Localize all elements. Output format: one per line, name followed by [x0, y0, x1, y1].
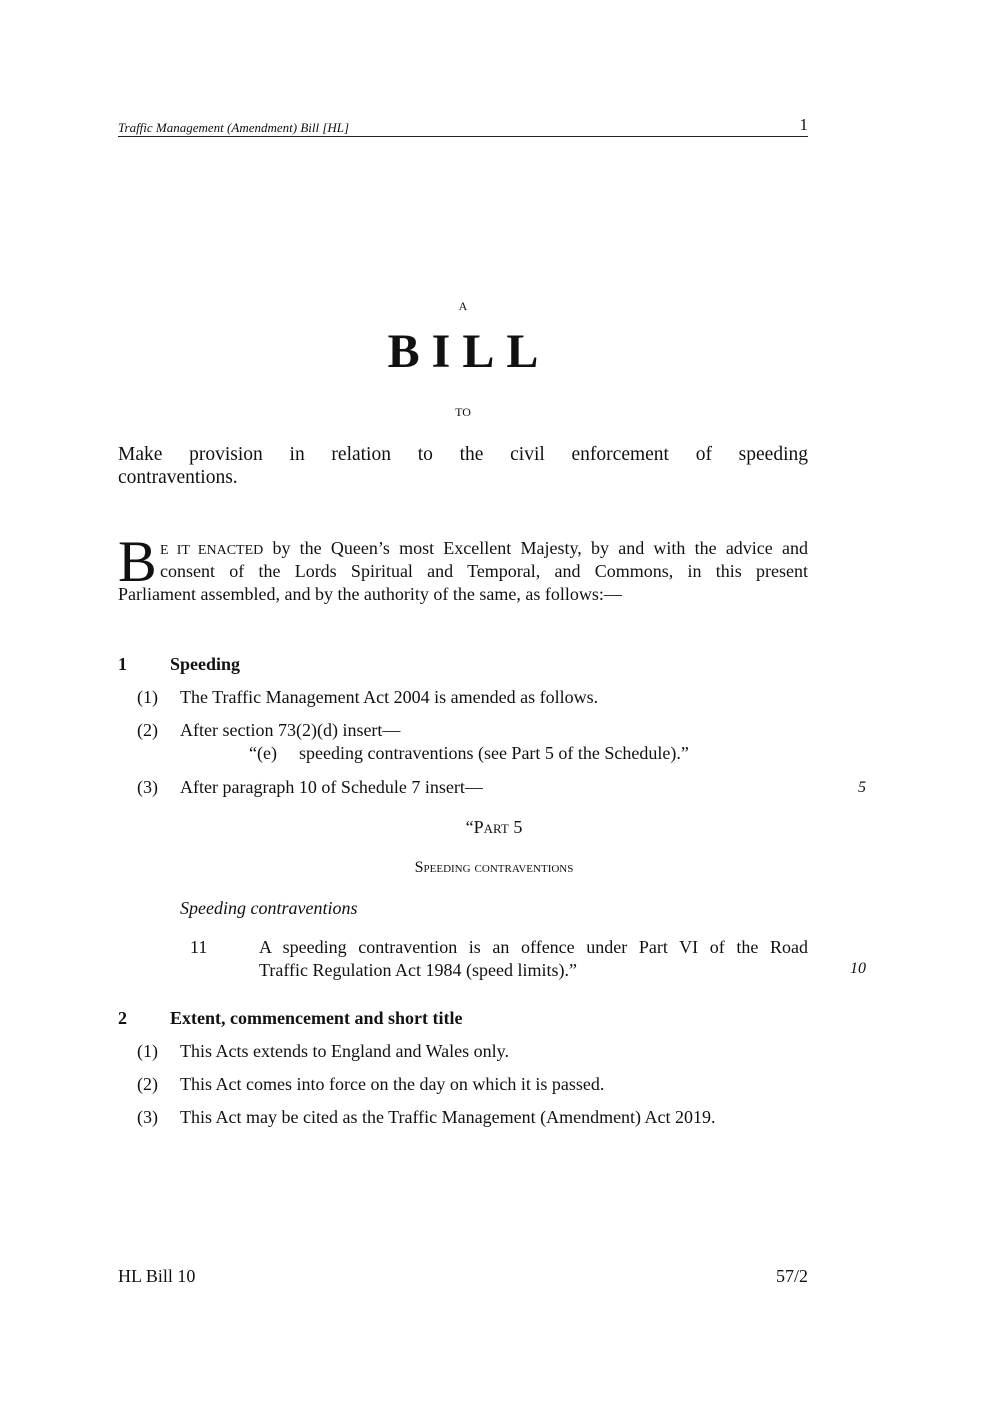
schedule-part-title: Speeding contraventions	[414, 859, 574, 876]
subsection-number: (1)	[137, 687, 158, 707]
inserted-para-e-text: speeding contraventions (see Part 5 of the Schedule).”	[299, 743, 689, 763]
page-number: 1	[799, 115, 808, 134]
subsection-text: This Act may be cited as the Traffic Management (Amendment) Act 2019.	[180, 1107, 716, 1127]
enacting-line-2: consent of the Lords Spiritual and Temporal, and Commons, in this present	[160, 561, 808, 581]
subsection-number: (3)	[137, 1107, 158, 1127]
footer-bill-number: HL Bill 10	[118, 1266, 196, 1286]
bill-title: BILL	[387, 325, 551, 378]
title-a: A	[458, 299, 468, 313]
subsection-number: (2)	[137, 720, 158, 740]
subsection-number: (3)	[137, 777, 158, 797]
clause-1-number: 1	[118, 654, 127, 674]
drop-cap: B	[118, 529, 157, 594]
subsection-text: This Act comes into force on the day on which it is passed.	[180, 1074, 605, 1094]
long-title-line-1: Make provision in relation to the civil enforcement of speeding	[118, 444, 808, 465]
footer-print-reference: 57/2	[775, 1266, 808, 1286]
paragraph-11-line-2: Traffic Regulation Act 1984 (speed limits).”	[259, 960, 577, 980]
line-number-10: 10	[850, 960, 866, 977]
enacting-small-caps: E IT ENACTED	[160, 543, 264, 558]
subsection-text: After paragraph 10 of Schedule 7 insert—	[180, 777, 483, 797]
long-title-line-2: contraventions.	[118, 467, 238, 488]
line-number-5: 5	[858, 779, 866, 796]
clause-2-number: 2	[118, 1008, 127, 1028]
clause-2-heading: Extent, commencement and short title	[170, 1008, 463, 1028]
title-to: TO	[455, 405, 471, 419]
subsection-number: (1)	[137, 1041, 158, 1061]
header-rule	[118, 136, 808, 137]
subsection-number: (2)	[137, 1074, 158, 1094]
subsection-text: This Acts extends to England and Wales only.	[180, 1041, 510, 1061]
inserted-para-e-number: “(e)	[249, 743, 277, 763]
subsection-text: The Traffic Management Act 2004 is amended as follows.	[180, 687, 599, 707]
enacting-text-1: by the Queen’s most Excellent Majesty, by and with the advice and	[263, 538, 808, 558]
enacting-line-1	[160, 537, 808, 562]
enacting-line-3: Parliament assembled, and by the authority of the same, as follows:—	[118, 584, 622, 604]
italic-cross-heading: Speeding contraventions	[180, 898, 358, 918]
clause-1-heading: Speeding	[170, 654, 241, 674]
subsection-text: After section 73(2)(d) insert—	[180, 720, 401, 740]
paragraph-11-number: 11	[190, 937, 208, 957]
paragraph-11-line-1: A speeding contravention is an offence under Part VI of the Road	[259, 937, 808, 957]
schedule-part-heading: “Part 5	[465, 817, 523, 837]
running-header: Traffic Management (Amendment) Bill [HL]	[118, 120, 350, 135]
